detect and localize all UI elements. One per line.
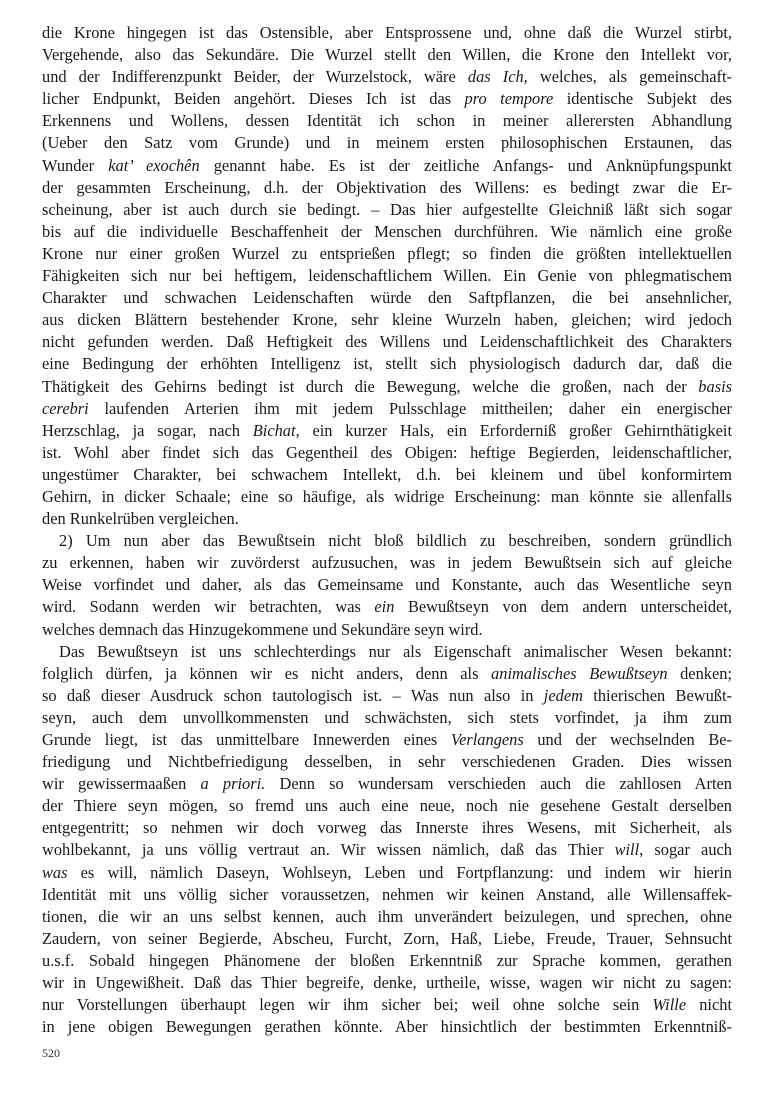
- text: Grunde liegt, ist das unmittelbare Innewerden eines: [42, 730, 451, 749]
- text-line: [42, 66, 732, 88]
- text-line: [42, 199, 732, 221]
- text-line: [42, 309, 732, 331]
- text: entgegentritt; so nehmen wir doch vorweg das Innerste ihres Wesens, mit Sicherheit, als: [42, 818, 732, 838]
- italic-text: Wille: [652, 995, 687, 1015]
- page-number: 520: [42, 1046, 60, 1060]
- text: seyn, auch dem unvollkommensten und schwächsten, sich stets vorfindet, ja ihm zum: [42, 707, 732, 727]
- text-line: [42, 596, 732, 618]
- paragraph: [42, 22, 732, 530]
- text: aus dicken Blättern bestehender Krone, sehr kleine Wurzeln haben, gleichen; wird jedoch: [42, 310, 732, 330]
- text-line: [42, 132, 732, 154]
- text-line: [42, 862, 732, 884]
- text: wir in Ungewißheit. Daß das Thier begreife, denke, urtheile, wisse, wagen wir nicht zu sagen:: [42, 973, 732, 993]
- text-line: [42, 331, 732, 353]
- text: Wunder: [42, 155, 109, 175]
- italic-text: basis: [698, 376, 732, 396]
- text: nicht gefunden werden. Daß Heftigkeit des Willens und Leidenschaftlichkeit des Charakters: [42, 332, 732, 352]
- italic-text: a priori.: [200, 774, 266, 794]
- text: in jene obigen Bewegungen gerathen könnte. Aber hinsichtlich der bestimmten Erkenntniß-: [42, 1017, 732, 1037]
- text: licher Endpunkt, Beiden angehört. Dieses Ich ist das: [42, 89, 465, 109]
- italic-text: animalisches Bewußtseyn: [491, 663, 668, 683]
- text-line: [42, 751, 732, 773]
- text: die Krone hingegen ist das Ostensible, aber Entsprossene und, ohne daß die Wurzel stirbt,: [42, 23, 732, 42]
- text-line: [42, 22, 732, 44]
- text-line: [42, 376, 732, 398]
- text-line: [42, 177, 732, 199]
- text-line: [42, 287, 732, 309]
- text-line: [42, 817, 732, 839]
- italic-text: Bichat: [252, 420, 296, 440]
- text: , ein kurzer Hals, ein Erforderniß großer Gehirnthätigkeit: [295, 420, 733, 440]
- text-line: [42, 906, 732, 928]
- text: laufenden Arterien ihm mit jedem Pulsschlage mittheilen; daher ein energischer: [88, 398, 732, 418]
- text: identische Subjekt des: [553, 89, 732, 109]
- text-line: [42, 795, 732, 817]
- paragraph: [42, 641, 732, 1039]
- text: nur Vorstellungen überhaupt legen wir ihm sicher bei; weil ohne solche sein: [42, 995, 653, 1015]
- text: Fähigkeiten sich nur bei heftigem, leidenschaftlichem Willen. Ein Genie von phlegmatischem: [42, 266, 732, 286]
- text: Erkennens und Wollens, dessen Identität ich schon in meiner allerersten Abhandlung: [42, 111, 732, 131]
- text: denken;: [667, 663, 732, 683]
- text: ist. Wohl aber findet sich das Gegentheil des Obigen: heftige Begierden, leidenschaftlicher,: [42, 442, 732, 462]
- text: und der Indifferenzpunkt Beider, der Wurzelstock, wäre: [42, 67, 468, 87]
- text-line: [42, 950, 732, 972]
- italic-text: das Ich,: [467, 67, 528, 87]
- text: wir gewissermaaßen: [42, 774, 201, 794]
- text: Charakter und schwachen Leidenschaften würde den Saftpflanzen, die bei ansehnlicher,: [42, 288, 732, 308]
- text: folglich dürfen, ja können wir es nicht anders, denn als: [42, 663, 492, 683]
- text: es will, nämlich Daseyn, Wohlseyn, Leben und Fortpflanzung: und indem wir hierin: [67, 862, 732, 882]
- text: Identität mit uns völlig sicher voraussetzen, nehmen wir keinen Anstand, alle Willensaffek-: [42, 884, 732, 904]
- italic-text: ein: [374, 597, 395, 617]
- text: Thätigkeit des Gehirns bedingt ist durch die Bewegung, welche die großen, nach der: [42, 376, 699, 396]
- text: 2) Um nun aber das Bewußtsein nicht bloß bildlich zu beschreiben, sondern gründlich: [59, 531, 732, 551]
- text-line: [42, 928, 732, 950]
- text: der Thiere seyn mögen, so fremd uns auch eine neue, noch nie gesehene Gestalt derselben: [42, 796, 732, 816]
- text-line: [42, 486, 732, 508]
- text-line: [42, 155, 732, 177]
- text-line: [42, 44, 732, 66]
- text-line: [42, 243, 732, 265]
- text-line: [42, 839, 732, 861]
- text: welches, als gemeinschaft-: [527, 67, 732, 87]
- text: Vergehende, also das Sekundäre. Die Wurzel stellt den Willen, die Krone den Intellekt vor,: [42, 45, 732, 65]
- italic-text: kat’ exochên: [108, 155, 200, 175]
- text-line: [42, 508, 732, 530]
- text: so daß dieser Ausdruck schon tautologisch ist. – Was nun also in: [42, 685, 544, 705]
- page-body: [42, 22, 732, 1038]
- text-line: [42, 398, 732, 420]
- text-line: [42, 353, 732, 375]
- text: den Runkelrüben vergleichen.: [42, 509, 239, 529]
- text: ungestümer Charakter, bei schwachem Intellekt, d.h. bei kleinem und übel konformirtem: [42, 464, 732, 484]
- text-line: [42, 729, 732, 751]
- text: thierischen Bewußt-: [582, 685, 732, 705]
- text: Das Bewußtseyn ist uns schlechterdings nur als Eigenschaft animalischer Wesen bekannt:: [59, 641, 732, 661]
- text-line: [42, 619, 732, 641]
- text-line: [42, 972, 732, 994]
- text: tionen, die wir an uns selbst kennen, auch ihm unverändert beizulegen, und sprechen, ohne: [42, 906, 732, 926]
- italic-text: was: [42, 862, 68, 882]
- text: genannt habe. Es ist der zeitliche Anfangs- und Anknüpfungspunkt: [199, 155, 732, 175]
- text: Krone nur einer großen Wurzel zu entsprießen pflegt; so finden die größten intellektuellen: [42, 243, 732, 263]
- italic-text: will: [614, 840, 640, 860]
- text: Gehirn, in dicker Schaale; eine so häufige, als widrige Erscheinung: man könnte sie allenfalls: [42, 486, 732, 506]
- text-line: [42, 707, 732, 729]
- text: bis auf die individuelle Beschaffenheit der Menschen durchführen. Wie nämlich eine große: [42, 221, 732, 241]
- text: welches demnach das Hinzugekommene und Sekundäre seyn wird.: [42, 619, 483, 639]
- text: eine Bedingung der erhöhten Intelligenz ist, stellt sich physiologisch dadurch dar, daß die: [42, 354, 732, 374]
- text-line: [42, 773, 732, 795]
- text-line: [42, 420, 732, 442]
- text: wohlbekannt, ja uns völlig vertraut an. Wir wissen nämlich, daß das Thier: [42, 840, 615, 860]
- text: Zaudern, von seiner Begierde, Abscheu, Furcht, Zorn, Haß, Liebe, Freude, Trauer, Sehnsucht: [42, 928, 732, 948]
- italic-text: jedem: [543, 685, 583, 705]
- text: , sogar auch: [639, 840, 732, 860]
- text: Bewußtseyn von dem andern unterscheidet,: [394, 597, 732, 617]
- text-line: [42, 464, 732, 486]
- text: Denn so wundersam verschieden auch die zahllosen Arten: [265, 774, 732, 794]
- text: nicht: [686, 995, 733, 1015]
- italic-text: Verlangens: [450, 730, 524, 749]
- text-line: [42, 574, 732, 596]
- text: (Ueber den Satz vom Grunde) und in meinem ersten philosophischen Erstaunen, das: [42, 133, 732, 153]
- italic-text: pro tempore: [464, 89, 554, 109]
- paragraph: [42, 530, 732, 640]
- text-line: [42, 663, 732, 685]
- text-line: [42, 110, 732, 132]
- text-line: [42, 552, 732, 574]
- text-line: [42, 1016, 732, 1038]
- text-line: [42, 685, 732, 707]
- text: Herzschlag, ja sogar, nach: [42, 420, 253, 440]
- italic-text: cerebri: [42, 398, 89, 418]
- text: u.s.f. Sobald hingegen Phänomene der bloßen Erkenntniß zur Sprache kommen, gerathen: [42, 950, 732, 970]
- text-line: [42, 530, 732, 552]
- text-line: [42, 994, 732, 1016]
- text-line: [42, 884, 732, 906]
- text-line: [42, 221, 732, 243]
- text: scheinung, aber ist auch durch sie bedingt. – Das hier aufgestellte Gleichniß läßt sich sogar: [42, 199, 732, 219]
- text-line: [42, 265, 732, 287]
- text: und der wechselnden Be-: [523, 730, 732, 749]
- text: Weise vorfindet und daher, als das Gemeinsame und Konstante, auch das Wesentliche seyn: [42, 575, 732, 595]
- text-line: [42, 442, 732, 464]
- text: der gesammten Erscheinung, d.h. der Objektivation des Willens: es bedingt zwar die Er-: [42, 177, 732, 197]
- text-line: [42, 88, 732, 110]
- text-line: [42, 641, 732, 663]
- text: friedigung und Nichtbefriedigung desselben, in sehr verschiedenen Graden. Dies wissen: [42, 752, 732, 772]
- text: zu erkennen, haben wir zuvörderst aufzusuchen, was in jedem Bewußtsein sich auf gleiche: [42, 553, 732, 573]
- text: wird. Sodann werden wir betrachten, was: [42, 597, 375, 617]
